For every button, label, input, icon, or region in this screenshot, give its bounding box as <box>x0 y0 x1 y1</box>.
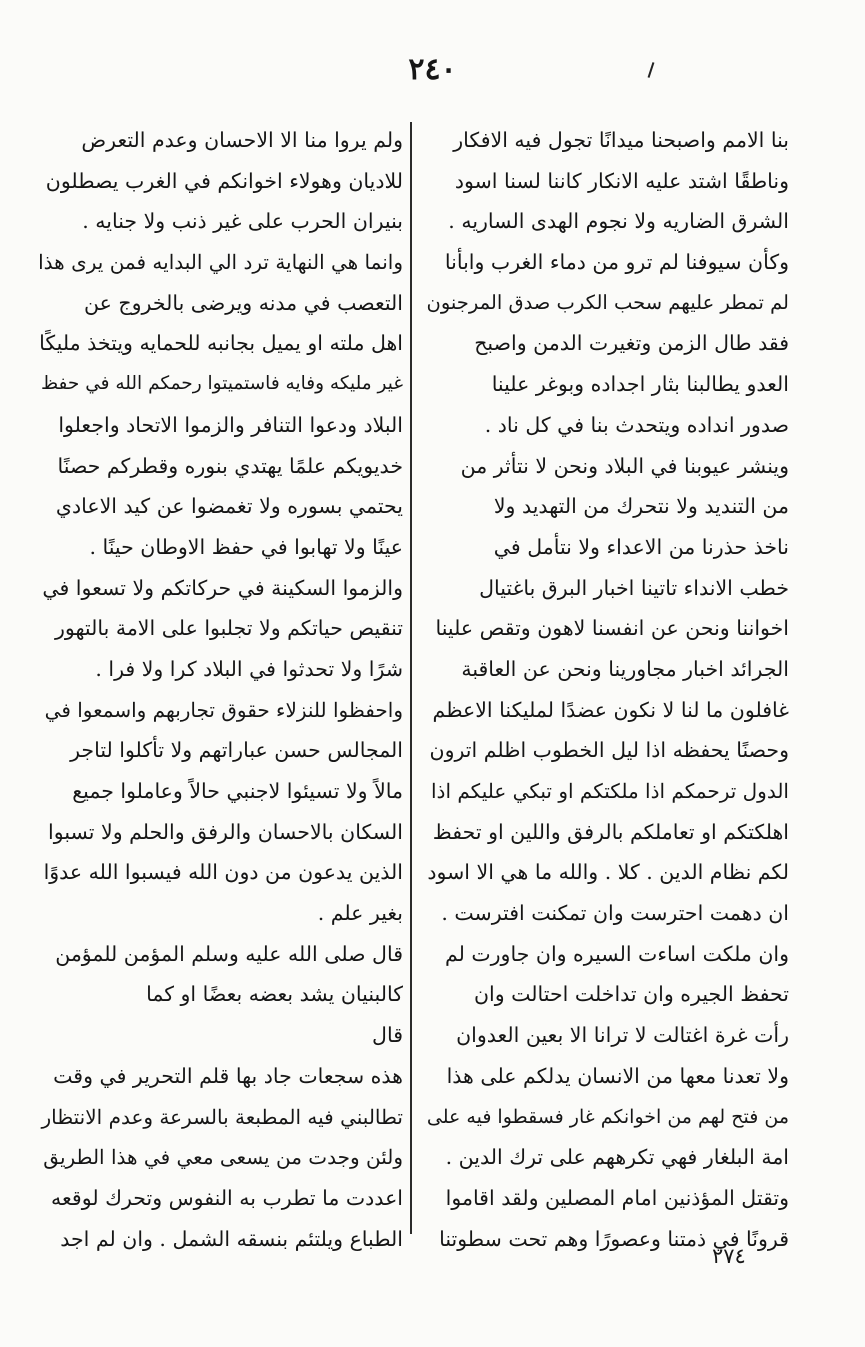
text-line: عينًا ولا تهابوا في حفظ الاوطان حينًا . <box>89 534 403 559</box>
page-number: ٢٤٠ <box>408 52 457 87</box>
text-line: بغير علم . <box>317 901 403 926</box>
text-line: خديويكم علمًا يهتدي بنوره وقطركم حصنًا <box>57 453 403 478</box>
text-line: غير مليكه وفايه فاستميتوا رحمكم الله في حفظ <box>40 373 403 395</box>
text-line: لم تمطر عليهم سحب الكرب صدق المرجنون <box>426 290 789 314</box>
text-line: البلاد ودعوا التنافر والزموا الاتحاد واجعلوا <box>58 412 403 437</box>
text-line: العدو يطالبنا بثار اجداده وبوغر علينا <box>491 372 789 397</box>
text-line: واحفظوا للنزلاء حقوق تجاربهم واسمعوا في <box>44 697 403 722</box>
text-line: قال صلى الله عليه وسلم المؤمن للمؤمن <box>55 941 403 966</box>
text-line: فقد طال الزمن وتغيرت الدمن واصبح <box>474 331 789 356</box>
text-line: قال <box>372 1023 403 1048</box>
text-line: خطب الانداء تاتينا اخبار البرق باغتيال <box>479 575 789 600</box>
text-line: من فتح لهم من اخوانكم غار فسقطوا فيه على <box>426 1105 789 1128</box>
text-line: اخواننا ونحن عن انفسنا لاهون وتقص علينا <box>435 616 789 641</box>
text-line: شرًا ولا تحدثوا في البلاد كرا ولا فرا . <box>95 656 403 681</box>
text-line: وحصنًا يحفظه اذا ليل الخطوب اظلم اترون <box>429 738 789 763</box>
text-line: ناخذ حذرنا من الاعداء ولا نتأمل في <box>493 534 789 559</box>
text-line: تنقيص حياتكم ولا تجلبوا على الامة بالتهور <box>54 616 403 641</box>
text-line: ولئن وجدت من يسعى معي في هذا الطريق <box>43 1145 403 1170</box>
text-line: تحفظ الجيره وان تداخلت احتالت وان <box>474 982 789 1007</box>
text-line: هذه سجعات جاد بها قلم التحرير في وقت <box>53 1063 403 1088</box>
text-line: ان دهمت احترست وان تمكنت افترست . <box>441 901 789 926</box>
text-line: يحتمي بسوره ولا تغمضوا عن كيد الاعادي <box>55 494 403 519</box>
text-line: اهل ملته او يميل بجانبه للحمايه ويتخذ مليكًا <box>39 331 403 356</box>
footer-number: ٢٧٤ <box>712 1244 746 1268</box>
text-line: المجالس حسن عباراتهم ولا تأكلوا لتاجر <box>70 738 403 763</box>
text-line: السكان بالاحسان والرفق والحلم ولا تسبوا <box>48 819 403 844</box>
text-line: بنيران الحرب على غير ذنب ولا جنايه . <box>82 209 403 234</box>
text-line: اعددت ما تطرب به النفوس وتحرك لوقعه <box>51 1185 403 1210</box>
text-line: مالاً ولا تسيئوا لاجنبي حالاً وعاملوا جميع <box>72 779 403 803</box>
text-line: قرونًا في ذمتنا وعصورًا وهم تحت سطوتنا <box>439 1226 789 1251</box>
text-line: الشرق الضاريه ولا نجوم الهدى الساريه . <box>448 209 789 234</box>
column-divider <box>410 122 412 1234</box>
text-line: وناطقًا اشتد عليه الانكار كاننا لسنا اسود <box>454 168 789 193</box>
text-line: التعصب في مدنه ويرضى بالخروج عن <box>84 290 403 315</box>
text-line: للاديان وهولاء اخوانكم في الغرب يصطلون <box>45 168 403 193</box>
text-line: امة البلغار فهي تكرههم على ترك الدين . <box>445 1145 789 1170</box>
text-line: رأت غرة اغتالت لا ترانا الا بعين العدوان <box>456 1023 789 1048</box>
text-line: وتقتل المؤذنين امام المصلين ولقد اقاموا <box>445 1185 789 1210</box>
text-line: بنا الامم واصبحنا ميدانًا تجول فيه الافكار <box>453 128 789 152</box>
text-line: كالبنيان يشد بعضه بعضًا او كما <box>146 982 403 1007</box>
right-text-column <box>424 120 789 1259</box>
text-line: وان ملكت اساءت السيره وان جاورت لم <box>444 941 789 966</box>
text-line: غافلون ما لنا لا نكون عضدًا لمليكنا الاعظم <box>432 697 789 722</box>
text-line: لكم نظام الدين . كلا . والله ما هي الا اسود <box>427 860 789 885</box>
text-line: الدول ترحمكم اذا ملكتكم او تبكي عليكم اذا <box>430 779 789 803</box>
text-line: ولم يروا منا الا الاحسان وعدم التعرض <box>81 128 403 152</box>
text-line: تطالبني فيه المطبعة بالسرعة وعدم الانتظار <box>41 1104 403 1129</box>
text-line: الطباع ويلتئم بنسقه الشمل . وان لم اجد <box>60 1226 403 1251</box>
text-line: وانما هي النهاية ترد الي البدايه فمن يرى هذا <box>38 250 403 275</box>
text-line: الذين يدعون من دون الله فيسبوا الله عدوًا <box>43 860 403 885</box>
text-line: وينشر عيوبنا في البلاد ونحن لا نتأثر من <box>460 453 789 478</box>
text-line: والزموا السكينة في حركاتكم ولا تسعوا في <box>42 575 403 600</box>
left-text-column <box>38 120 403 1259</box>
text-line: الجرائد اخبار مجاورينا ونحن عن العاقبة <box>461 656 789 681</box>
text-line: من التنديد ولا نتحرك من التهديد ولا <box>493 494 789 519</box>
text-line: ولا تعدنا معها من الانسان يدلكم على هذا <box>446 1063 789 1088</box>
text-line: وكأن سيوفنا لم ترو من دماء الغرب وابأنا <box>444 250 789 275</box>
text-line: صدور انداده ويتحدث بنا في كل ناد . <box>484 412 789 437</box>
text-line: اهلكتكم او تعاملكم بالرفق واللين او تحفظ <box>432 819 789 844</box>
